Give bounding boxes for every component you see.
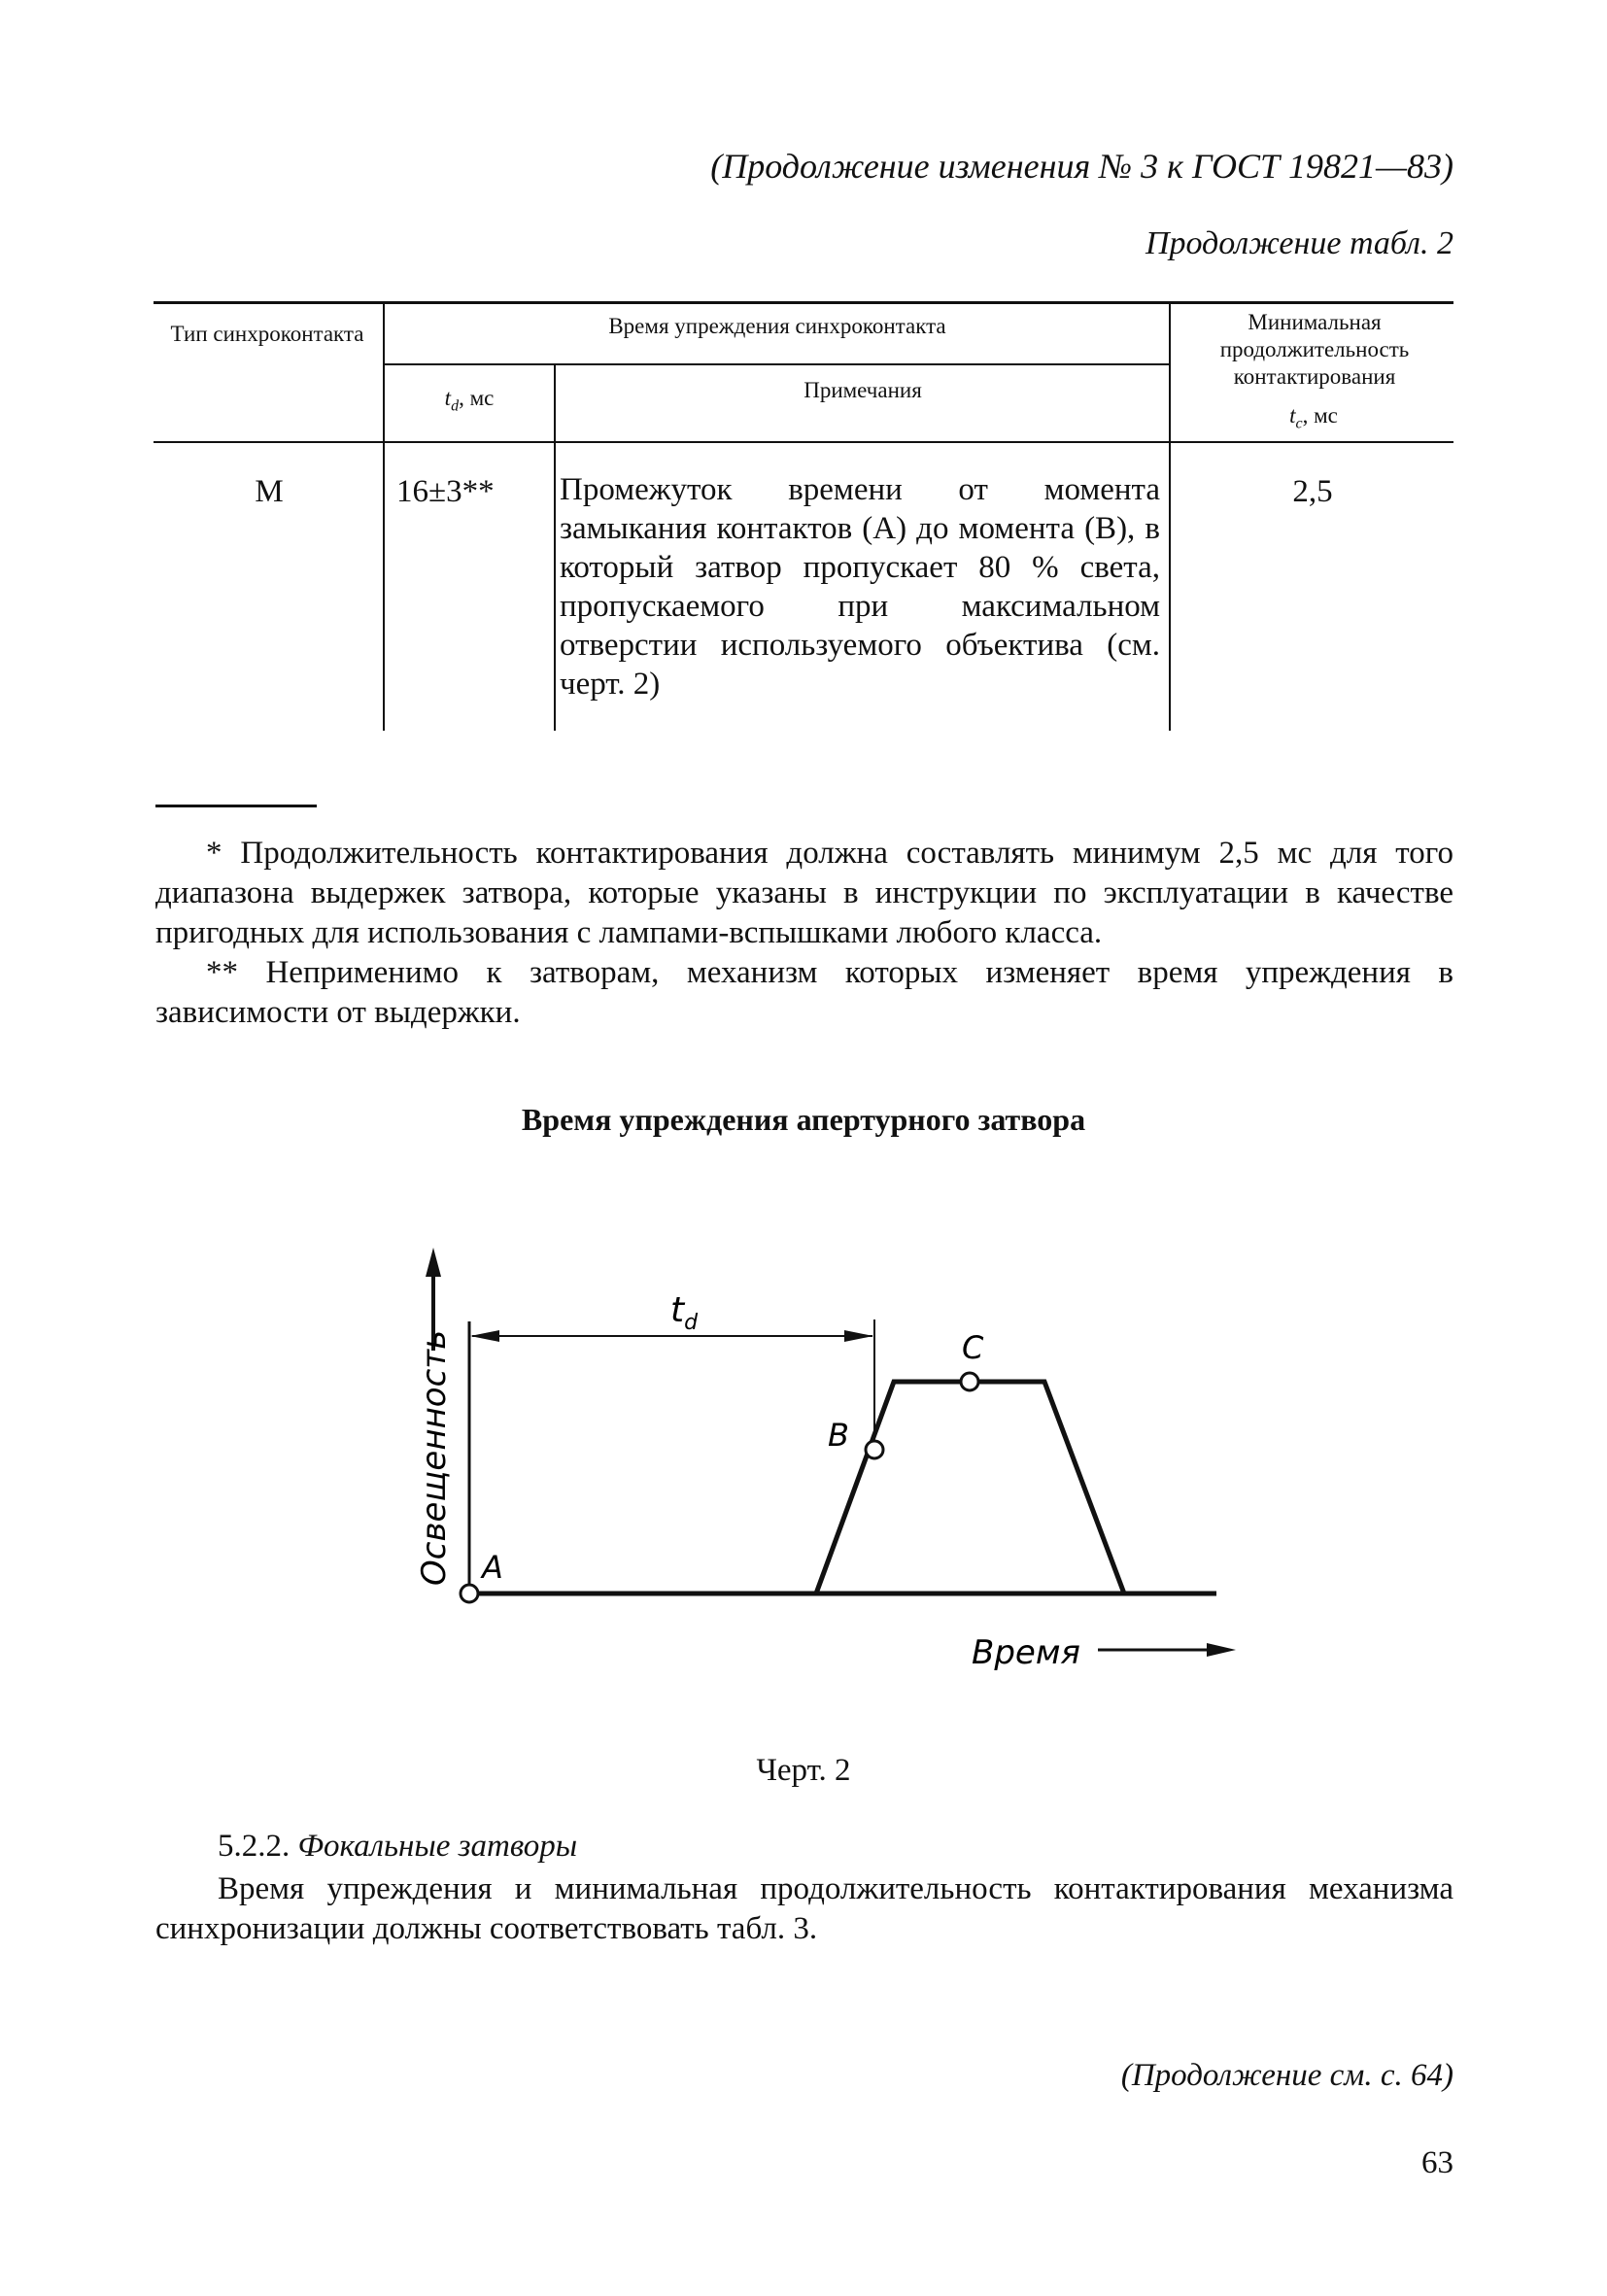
header-tc	[1176, 402, 1452, 438]
table-col-divider-3	[1169, 303, 1171, 731]
point-b-label: B	[828, 1417, 849, 1454]
cell-type: M	[255, 474, 284, 509]
dimension-label-symbol: t	[670, 1290, 685, 1330]
footnote-rule	[155, 805, 317, 807]
table-subheader-rule	[384, 363, 1170, 365]
table-col-divider-2	[554, 364, 556, 731]
document-continuation-header: (Продолжение изменения № 3 к ГОСТ 19821—83)	[710, 147, 1453, 186]
x-axis-label: Время	[972, 1633, 1080, 1672]
y-axis-arrowhead	[426, 1248, 441, 1277]
footnote-double: ** Неприменимо к затворам, механизм которых изменяет время упреждения в зависимости от выдержки.	[155, 955, 1453, 1030]
figure-title: Время упреждения апертурного затвора	[521, 1102, 1086, 1137]
header-advance-time: Время упреждения синхроконтакта	[608, 314, 946, 338]
shutter-timing-diagram	[0, 1205, 1607, 1749]
header-min-duration: Минимальная продолжительность контактирования	[1219, 310, 1410, 389]
table-top-rule	[154, 301, 1453, 304]
table-caption: Продолжение табл. 2	[1145, 225, 1453, 261]
page-number: 63	[1421, 2145, 1453, 2180]
header-td-unit: , мс	[459, 386, 495, 410]
point-c-label: C	[962, 1329, 984, 1366]
cell-note: Промежуток времени от момента замыкания контактов (А) до момента (В), в который затвор пропускает 80 % света, пропускаемого при максимальном отверстии используемого объектива (см. черт. 2)	[560, 472, 1160, 702]
dimension-arrow-left	[470, 1330, 499, 1342]
footer-continuation: (Продолжение см. с. 64)	[1120, 2058, 1453, 2093]
cell-td: 16±3**	[396, 474, 495, 509]
dimension-label	[670, 1290, 699, 1335]
header-type: Тип синхроконтакта	[170, 322, 364, 346]
header-tc-sub: c	[1295, 415, 1303, 432]
table-col-divider-1	[383, 303, 385, 731]
dimension-arrow-right	[844, 1330, 873, 1342]
dimension-label-sub: d	[684, 1311, 699, 1335]
point-a-marker	[461, 1585, 478, 1602]
table-header-bottom-rule	[154, 441, 1453, 443]
illumination-curve	[816, 1382, 1124, 1593]
section-number: 5.2.2.	[218, 1829, 291, 1864]
section-title: Фокальные затворы	[297, 1829, 578, 1864]
header-tc-symbol: t	[1289, 403, 1296, 428]
section-heading	[218, 1829, 577, 1865]
header-notes: Примечания	[804, 378, 922, 402]
header-tc-unit: , мс	[1302, 403, 1338, 428]
header-td-sub: d	[451, 397, 460, 415]
cell-tc: 2,5	[1292, 474, 1333, 509]
header-td-symbol: t	[444, 386, 452, 410]
y-axis-label: Освещенность	[415, 1329, 454, 1586]
point-a-label: A	[482, 1549, 503, 1586]
point-b-marker	[866, 1441, 883, 1458]
x-axis-arrowhead	[1207, 1643, 1236, 1657]
figure-caption: Черт. 2	[756, 1753, 851, 1788]
section-body: Время упреждения и минимальная продолжительность контактирования механизма синхронизации должны соответствовать табл. 3.	[155, 1871, 1453, 1946]
header-td	[387, 385, 552, 421]
footnote-single: * Продолжительность контактирования должна составлять минимум 2,5 мс для того диапазона выдержек затвора, которые указаны в инструкции по эксплуатации в качестве пригодных для использования с лампами-вспышками любого класса.	[155, 836, 1453, 950]
point-c-marker	[961, 1373, 978, 1390]
